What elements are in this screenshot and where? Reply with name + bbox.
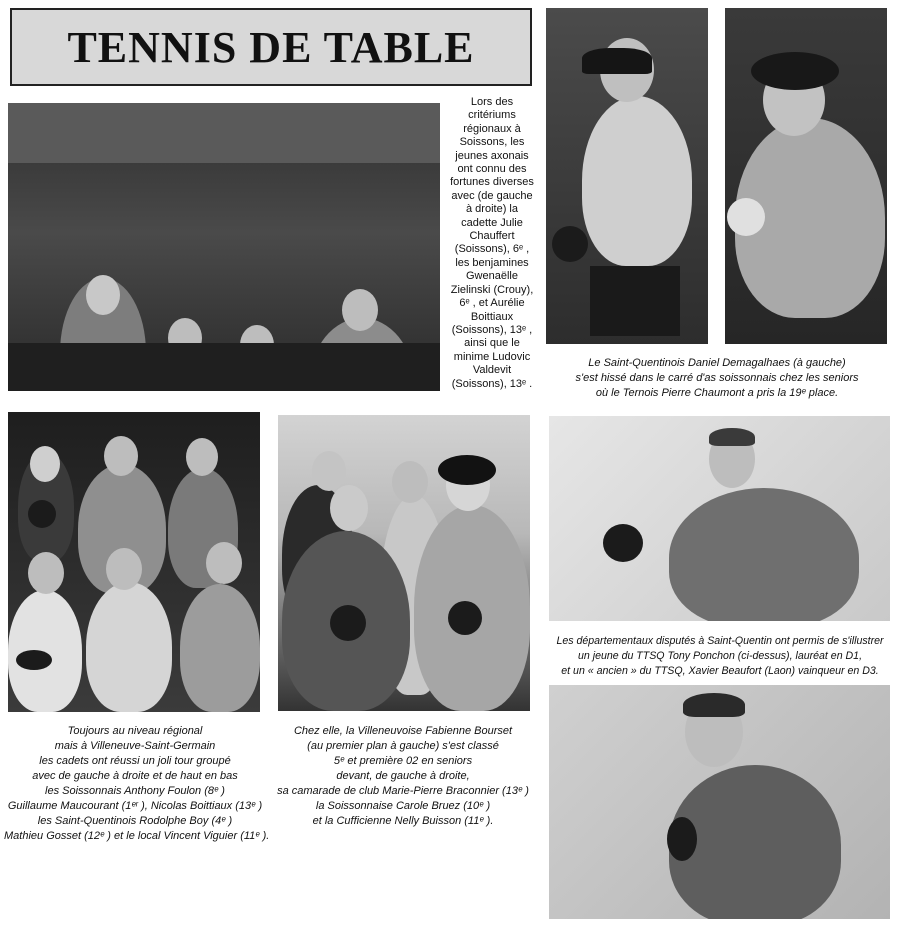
- caption-line: avec de gauche à droite et de haut en bas: [32, 770, 238, 782]
- caption-line: Lors des: [470, 96, 514, 108]
- caption-line: critériums: [468, 109, 516, 122]
- paddle: [552, 226, 588, 262]
- caption-line: Guillaume Maucourant (1ᵉʳ ), Nicolas Boittiaux (13ᵉ ): [7, 800, 263, 812]
- caption-line: cadette Julie: [461, 216, 523, 229]
- caption-line: (Soissons), 13ᵉ .: [451, 377, 533, 390]
- caption-demagalhaes: [546, 356, 888, 401]
- caption-line: (Soissons), 13ᵉ ,: [451, 323, 533, 336]
- person-head: [186, 438, 218, 476]
- caption-line: devant, de gauche à droite,: [336, 770, 470, 782]
- photo-daniel-demagalhaes: [546, 8, 708, 344]
- person-figure: [180, 584, 260, 712]
- caption-line: minime Ludovic: [453, 350, 531, 363]
- caption-line: Les départementaux disputés à Saint-Quentin ont permis de s'illustrer: [556, 635, 884, 647]
- person-figure: [669, 488, 859, 621]
- caption-line: les cadets ont réussi un joli tour groupé: [39, 755, 231, 767]
- photo-cadets-group: [8, 412, 260, 712]
- person-figure: [8, 590, 82, 712]
- caption-line: 5ᵉ et première 02 en seniors: [333, 755, 473, 767]
- paddle: [330, 605, 366, 641]
- caption-line: jeunes axonais: [455, 149, 529, 162]
- paddle: [28, 500, 56, 528]
- paddle: [448, 601, 482, 635]
- caption-line: s'est hissé dans le carré d'as soissonnais chez les seniors: [575, 372, 859, 384]
- caption-cadets: [4, 724, 270, 844]
- caption-line: les benjamines: [455, 256, 529, 269]
- caption-line: Zielinski (Crouy),: [450, 283, 534, 296]
- caption-line: Mathieu Gosset (12ᵉ ) et le local Vincent Viguier (11ᵉ ).: [4, 830, 270, 842]
- person-hair: [751, 52, 839, 90]
- caption-line: Chez elle, la Villeneuvoise Fabienne Bourset: [293, 725, 513, 737]
- headline-box: [10, 8, 532, 86]
- person-head: [30, 446, 60, 482]
- paddle: [727, 198, 765, 236]
- photo-seniors-group: [278, 415, 530, 711]
- caption-juniors: [446, 96, 538, 391]
- paddle: [603, 524, 643, 562]
- headline: TENNIS DE TABLE: [67, 22, 475, 72]
- person-hair: [438, 455, 496, 485]
- caption-line: et un « ancien » du TTSQ, Xavier Beaufort (Laon) vainqueur en D3.: [561, 665, 879, 677]
- photo-tony-ponchon: [549, 416, 890, 621]
- person-head: [330, 485, 368, 531]
- person-shorts: [590, 266, 680, 336]
- person-head: [392, 461, 428, 503]
- caption-line: ont connu des: [457, 163, 527, 176]
- person-head: [342, 289, 378, 331]
- photo-juniors-group: [8, 103, 440, 391]
- person-hair: [582, 48, 652, 74]
- caption-ponchon: [544, 634, 896, 679]
- person-hair: [683, 693, 745, 717]
- caption-line: mais à Villeneuve-Saint-Germain: [54, 740, 216, 752]
- caption-line: (Soissons), 6ᵉ ,: [454, 243, 530, 256]
- person-head: [86, 275, 120, 315]
- caption-line: avec (de gauche: [451, 189, 533, 202]
- paddle: [16, 650, 52, 670]
- photo-xavier-beaufort: [549, 685, 890, 919]
- caption-line: régionaux à: [463, 122, 521, 135]
- caption-line: un jeune du TTSQ Tony Ponchon (ci-dessus), lauréat en D1,: [577, 650, 863, 662]
- caption-line: les Saint-Quentinois Rodolphe Boy (4ᵉ ): [37, 815, 233, 827]
- caption-line: sa camarade de club Marie-Pierre Braconnier (13ᵉ ): [277, 785, 529, 797]
- person-hair: [709, 428, 755, 446]
- caption-line: Toujours au niveau régional: [67, 725, 203, 737]
- caption-line: Le Saint-Quentinois Daniel Demagalhaes (à gauche): [588, 357, 846, 369]
- caption-line: (au premier plan à gauche) s'est classé: [307, 740, 499, 752]
- photo-background-wall: [8, 103, 440, 163]
- person-head: [28, 552, 64, 594]
- table-surface: [8, 343, 440, 391]
- photo-pierre-chaumont: [725, 8, 887, 344]
- person-figure: [582, 96, 692, 266]
- caption-line: à droite) la: [466, 203, 518, 216]
- caption-seniors: [272, 724, 534, 829]
- person-figure: [86, 582, 172, 712]
- caption-line: les Soissonnais Anthony Foulon (8ᵉ ): [45, 785, 225, 797]
- caption-line: 6ᵉ , et Aurélie: [459, 297, 525, 310]
- caption-line: Valdevit: [472, 364, 512, 377]
- caption-line: Boittiaux: [470, 310, 514, 323]
- person-head: [104, 436, 138, 476]
- caption-line: où le Ternois Pierre Chaumont a pris la 19ᵉ place.: [595, 387, 839, 399]
- caption-line: la Soissonnaise Carole Bruez (10ᵉ ): [315, 800, 491, 812]
- caption-line: et la Cufficienne Nelly Buisson (11ᵉ ).: [312, 815, 494, 827]
- person-head: [206, 542, 242, 584]
- caption-line: Gwenaëlle: [466, 270, 518, 283]
- caption-line: ainsi que le: [464, 337, 520, 350]
- person-head: [106, 548, 142, 590]
- caption-line: Chauffert: [469, 230, 515, 243]
- paddle: [667, 817, 697, 861]
- caption-line: Soissons, les: [459, 136, 525, 149]
- person-head: [312, 451, 346, 491]
- caption-line: fortunes diverses: [450, 176, 534, 189]
